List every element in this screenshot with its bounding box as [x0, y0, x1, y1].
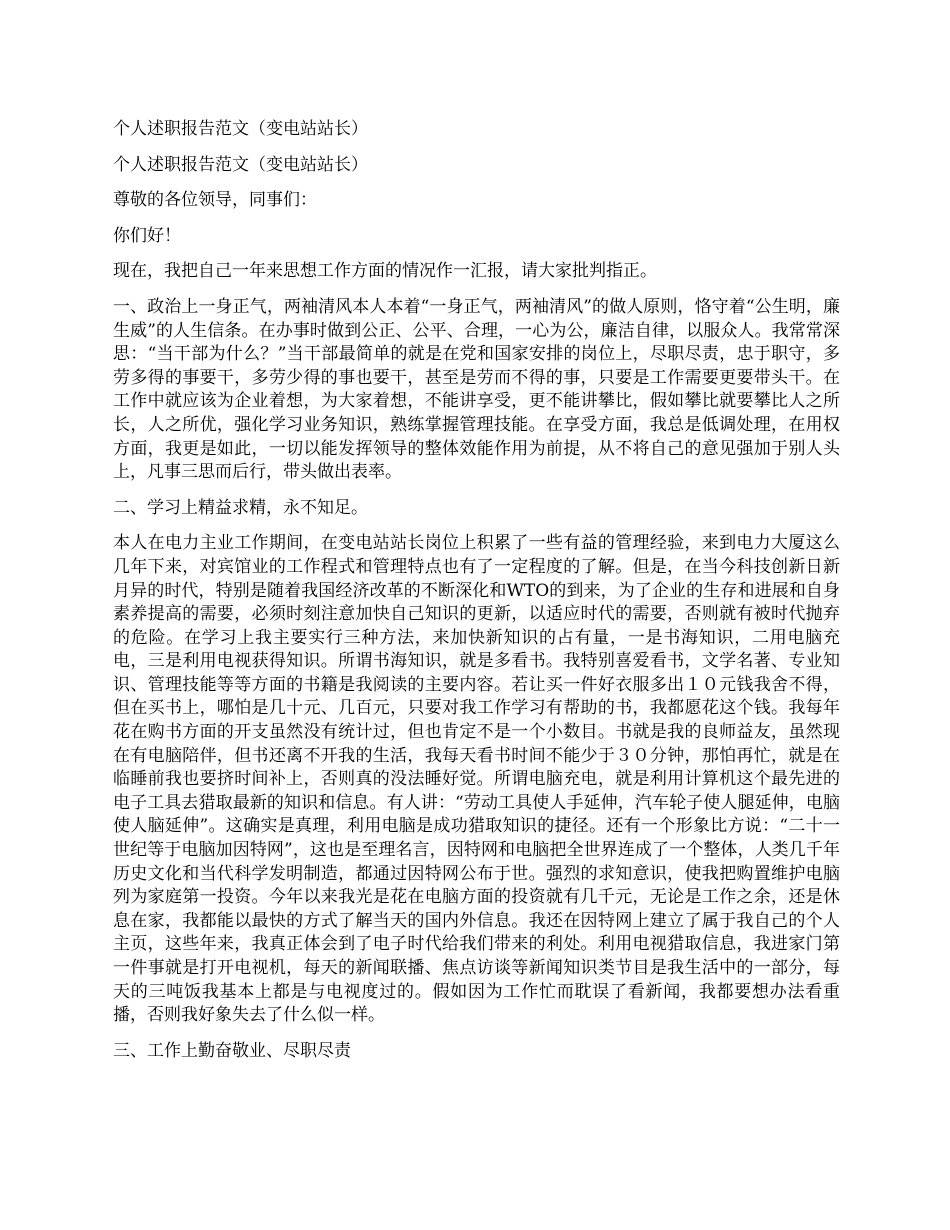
salutation: 尊敬的各位领导，同事们： [113, 190, 317, 211]
section-one-paragraph: 一、政治上一身正气，两袖清风本人本着“一身正气，两袖清风”的做人原则，恪守着“公生明，廉生威”的人生信条。在办事时做到公正、公平、合理，一心为公，廉洁自律，以服众人。我常常深思：“当干部为什么？”当干部最简单的就是在党和国家安排的岗位上，尽职尽责，忠于职守，多劳多得的事要干，多劳少得的事也要干，甚至是劳而不得的事，只要是工作需要更要带头干。在工作中就应该为企业着想，为大家着想，不能讲享受，更不能讲攀比，假如攀比就要攀比人之所长，人之所优，强化学习业务知识，熟练掌握管理技能。在享受方面，我总是低调处理，在用权方面，我更是如此，一切以能发挥领导的整体效能作用为前提，从不将自己的意见强加于别人头上，凡事三思而后行，带头做出表率。 [113, 296, 840, 483]
section-three-heading: 三、工作上勤奋敬业、尽职尽责 [113, 1040, 351, 1061]
greeting: 你们好！ [113, 225, 181, 246]
section-two-heading: 二、学习上精益求精，永不知足。 [113, 497, 368, 518]
document-body [113, 118, 840, 1075]
document-subtitle: 个人述职报告范文（变电站站长） [113, 154, 368, 175]
intro-paragraph: 现在，我把自己一年来思想工作方面的情况作一汇报，请大家批判指正。 [113, 261, 657, 282]
section-two-paragraph: 本人在电力主业工作期间，在变电站站长岗位上积累了一些有益的管理经验，来到电力大厦这么几年下来，对宾馆业的工作程式和管理特点也有了一定程度的了解。但是，在当今科技创新日新月异的时代，特别是随着我国经济改革的不断深化和WTO的到来，为了企业的生存和进展和自身素养提高的需要，必须时刻注意加快自己知识的更新，以适应时代的需要，否则就有被时代抛弃的危险。在学习上我主要实行三种方法，来加快新知识的占有量，一是书海知识，二用电脑充电，三是利用电视获得知识。所谓书海知识，就是多看书。我特别喜爱看书，文学名著、专业知识、管理技能等等方面的书籍是我阅读的主要内容。若让买一件好衣服多出１０元钱我舍不得，但在买书上，哪怕是几十元、几百元，只要对我工作学习有帮助的书，我都愿花这个钱。我每年花在购书方面的开支虽然没有统计过，但也肯定不是一个小数目。书就是我的良师益友，虽然现在有电脑陪伴，但书还离不开我的生活，我每天看书时间不能少于３０分钟，那怕再忙，就是在临睡前我也要挤时间补上，否则真的没法睡好觉。所谓电脑充电，就是利用计算机这个最先进的电子工具去猎取最新的知识和信息。有人讲：“劳动工具使人手延伸，汽车轮子使人腿延伸，电脑使人脑延伸”。这确实是真理，利用电脑是成功猎取知识的捷径。还有一个形象比方说：“二十一世纪等于电脑加因特网”，这也是至理名言，因特网和电脑把全世界连成了一个整体，人类几千年历史文化和当代科学发明制造，都通过因特网公布于世。强烈的求知意识，使我把购置维护电脑列为家庭第一投资。今年以来我光是花在电脑方面的投资就有几千元，无论是工作之余，还是休息在家，我都能以最快的方式了解当天的国内外信息。我还在因特网上建立了属于我自己的个人主页，这些年来，我真正体会到了电子时代给我们带来的利处。利用电视猎取信息，我进家门第一件事就是打开电视机，每天的新闻联播、焦点访谈等新闻知识类节目是我生活中的一部分，每天的三吨饭我基本上都是与电视度过的。假如因为工作忙而耽误了看新闻，我都要想办法看重播，否则我好象失去了什么似一样。 [113, 533, 840, 1026]
document-title: 个人述职报告范文（变电站站长） [113, 119, 368, 139]
